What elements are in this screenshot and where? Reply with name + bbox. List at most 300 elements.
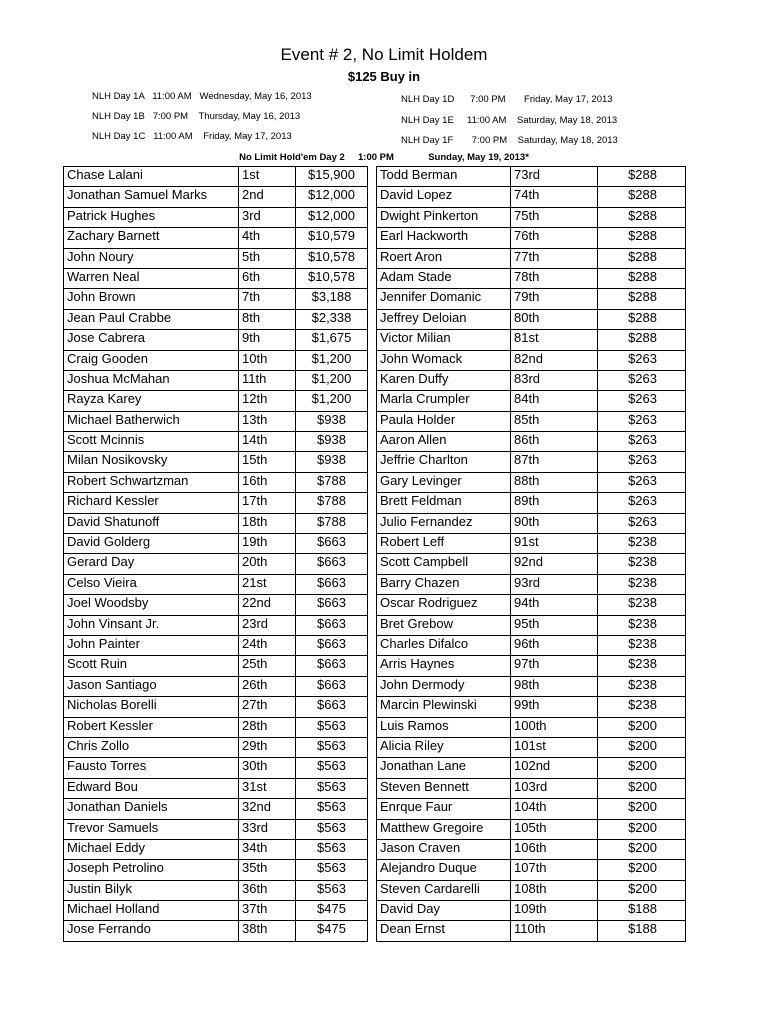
place-cell: 104th	[511, 799, 598, 819]
player-name-cell: Jonathan Samuel Marks	[64, 187, 239, 207]
player-name-cell: Jeffrie Charlton	[377, 452, 511, 472]
column-gap	[368, 595, 377, 615]
player-name-cell: Paula Holder	[377, 411, 511, 431]
prize-cell: $788	[296, 513, 368, 533]
player-name-cell: Patrick Hughes	[64, 207, 239, 227]
prize-cell: $288	[598, 228, 686, 248]
prize-cell: $663	[296, 615, 368, 635]
buyin-heading: $125 Buy in	[347, 69, 421, 84]
player-name-cell: Bret Grebow	[377, 615, 511, 635]
place-cell: 95th	[511, 615, 598, 635]
table-row	[64, 370, 686, 390]
place-cell: 1st	[239, 167, 296, 187]
player-name-cell: Alejandro Duque	[377, 860, 511, 880]
prize-cell: $563	[296, 880, 368, 900]
prize-cell: $263	[598, 493, 686, 513]
column-gap	[368, 758, 377, 778]
place-cell: 85th	[511, 411, 598, 431]
player-name-cell: Victor Milian	[377, 330, 511, 350]
place-cell: 4th	[239, 228, 296, 248]
place-cell: 98th	[511, 676, 598, 696]
prize-cell: $10,578	[296, 248, 368, 268]
prize-cell: $263	[598, 350, 686, 370]
column-gap	[368, 207, 377, 227]
player-name-cell: Barry Chazen	[377, 574, 511, 594]
column-gap	[368, 370, 377, 390]
prize-cell: $938	[296, 452, 368, 472]
player-name-cell: Steven Cardarelli	[377, 880, 511, 900]
column-gap	[368, 656, 377, 676]
place-cell: 22nd	[239, 595, 296, 615]
prize-cell: $238	[598, 676, 686, 696]
table-row	[64, 207, 686, 227]
prize-cell: $188	[598, 921, 686, 941]
column-gap	[368, 167, 377, 187]
column-gap	[368, 228, 377, 248]
place-cell: 16th	[239, 472, 296, 492]
table-row	[64, 350, 686, 370]
player-name-cell: Joel Woodsby	[64, 595, 239, 615]
table-row	[64, 860, 686, 880]
prize-cell: $238	[598, 656, 686, 676]
player-name-cell: Arris Haynes	[377, 656, 511, 676]
column-gap	[368, 534, 377, 554]
player-name-cell: Todd Berman	[377, 167, 511, 187]
player-name-cell: Jason Santiago	[64, 676, 239, 696]
prize-cell: $200	[598, 839, 686, 859]
prize-cell: $475	[296, 921, 368, 941]
player-name-cell: Jean Paul Crabbe	[64, 309, 239, 329]
player-name-cell: Aaron Allen	[377, 432, 511, 452]
column-gap	[368, 635, 377, 655]
place-cell: 86th	[511, 432, 598, 452]
player-name-cell: Dean Ernst	[377, 921, 511, 941]
place-cell: 88th	[511, 472, 598, 492]
schedule-day-1d: NLH Day 1D 7:00 PM Friday, May 17, 2013	[401, 94, 613, 105]
place-cell: 92nd	[511, 554, 598, 574]
place-cell: 107th	[511, 860, 598, 880]
place-cell: 9th	[239, 330, 296, 350]
player-name-cell: Alicia Riley	[377, 737, 511, 757]
table-row	[64, 513, 686, 533]
place-cell: 10th	[239, 350, 296, 370]
prize-cell: $263	[598, 452, 686, 472]
player-name-cell: John Painter	[64, 635, 239, 655]
player-name-cell: Robert Leff	[377, 534, 511, 554]
place-cell: 8th	[239, 309, 296, 329]
prize-cell: $288	[598, 187, 686, 207]
column-gap	[368, 839, 377, 859]
column-gap	[368, 330, 377, 350]
column-gap	[368, 615, 377, 635]
table-row	[64, 411, 686, 431]
prize-cell: $288	[598, 268, 686, 288]
prize-cell: $563	[296, 717, 368, 737]
player-name-cell: John Brown	[64, 289, 239, 309]
place-cell: 77th	[511, 248, 598, 268]
prize-cell: $938	[296, 432, 368, 452]
prize-cell: $1,200	[296, 350, 368, 370]
place-cell: 5th	[239, 248, 296, 268]
player-name-cell: Joseph Petrolino	[64, 860, 239, 880]
place-cell: 11th	[239, 370, 296, 390]
place-cell: 90th	[511, 513, 598, 533]
table-row	[64, 819, 686, 839]
place-cell: 28th	[239, 717, 296, 737]
player-name-cell: Celso Vieira	[64, 574, 239, 594]
table-row	[64, 656, 686, 676]
prize-cell: $263	[598, 370, 686, 390]
place-cell: 87th	[511, 452, 598, 472]
prize-cell: $1,675	[296, 330, 368, 350]
player-name-cell: John Noury	[64, 248, 239, 268]
place-cell: 81st	[511, 330, 598, 350]
table-row	[64, 880, 686, 900]
player-name-cell: Zachary Barnett	[64, 228, 239, 248]
place-cell: 101st	[511, 737, 598, 757]
column-gap	[368, 493, 377, 513]
player-name-cell: Scott Ruin	[64, 656, 239, 676]
place-cell: 73rd	[511, 167, 598, 187]
player-name-cell: Robert Kessler	[64, 717, 239, 737]
prize-cell: $238	[598, 534, 686, 554]
prize-cell: $238	[598, 635, 686, 655]
column-gap	[368, 391, 377, 411]
place-cell: 20th	[239, 554, 296, 574]
player-name-cell: Michael Holland	[64, 901, 239, 921]
place-cell: 6th	[239, 268, 296, 288]
column-gap	[368, 472, 377, 492]
place-cell: 109th	[511, 901, 598, 921]
player-name-cell: Enrque Faur	[377, 799, 511, 819]
player-name-cell: Karen Duffy	[377, 370, 511, 390]
player-name-cell: Brett Feldman	[377, 493, 511, 513]
prize-cell: $263	[598, 432, 686, 452]
prize-cell: $563	[296, 860, 368, 880]
place-cell: 19th	[239, 534, 296, 554]
prize-cell: $563	[296, 758, 368, 778]
player-name-cell: Fausto Torres	[64, 758, 239, 778]
prize-cell: $15,900	[296, 167, 368, 187]
place-cell: 31st	[239, 778, 296, 798]
prize-cell: $663	[296, 676, 368, 696]
column-gap	[368, 860, 377, 880]
column-gap	[368, 717, 377, 737]
prize-cell: $238	[598, 595, 686, 615]
prize-cell: $3,188	[296, 289, 368, 309]
schedule-day-1f: NLH Day 1F 7:00 PM Saturday, May 18, 2013	[401, 135, 618, 146]
column-gap	[368, 799, 377, 819]
prize-cell: $188	[598, 901, 686, 921]
table-row	[64, 391, 686, 411]
prize-cell: $263	[598, 391, 686, 411]
column-gap	[368, 350, 377, 370]
place-cell: 34th	[239, 839, 296, 859]
prize-cell: $663	[296, 656, 368, 676]
column-gap	[368, 819, 377, 839]
player-name-cell: John Vinsant Jr.	[64, 615, 239, 635]
prize-cell: $663	[296, 697, 368, 717]
schedule-day-1a: NLH Day 1A 11:00 AM Wednesday, May 16, 2013	[92, 91, 312, 102]
column-gap	[368, 737, 377, 757]
prize-cell: $938	[296, 411, 368, 431]
prize-cell: $2,338	[296, 309, 368, 329]
table-row	[64, 432, 686, 452]
table-row	[64, 635, 686, 655]
table-row	[64, 187, 686, 207]
table-row	[64, 921, 686, 941]
place-cell: 100th	[511, 717, 598, 737]
place-cell: 35th	[239, 860, 296, 880]
place-cell: 25th	[239, 656, 296, 676]
prize-cell: $563	[296, 839, 368, 859]
player-name-cell: John Womack	[377, 350, 511, 370]
prize-cell: $200	[598, 717, 686, 737]
table-row	[64, 676, 686, 696]
place-cell: 17th	[239, 493, 296, 513]
table-row	[64, 309, 686, 329]
place-cell: 2nd	[239, 187, 296, 207]
prize-cell: $200	[598, 778, 686, 798]
player-name-cell: Chris Zollo	[64, 737, 239, 757]
table-row	[64, 472, 686, 492]
column-gap	[368, 187, 377, 207]
place-cell: 14th	[239, 432, 296, 452]
prize-cell: $1,200	[296, 370, 368, 390]
player-name-cell: Julio Fernandez	[377, 513, 511, 533]
page-title: Event # 2, No Limit Holdem	[280, 45, 488, 64]
player-name-cell: Adam Stade	[377, 268, 511, 288]
table-row	[64, 737, 686, 757]
place-cell: 32nd	[239, 799, 296, 819]
table-row	[64, 778, 686, 798]
results-table	[63, 166, 686, 942]
table-row	[64, 615, 686, 635]
prize-cell: $263	[598, 472, 686, 492]
table-row	[64, 534, 686, 554]
table-row	[64, 554, 686, 574]
prize-cell: $10,578	[296, 268, 368, 288]
player-name-cell: Gerard Day	[64, 554, 239, 574]
schedule-day-1e: NLH Day 1E 11:00 AM Saturday, May 18, 2013	[401, 115, 618, 126]
column-gap	[368, 697, 377, 717]
table-row	[64, 493, 686, 513]
prize-cell: $288	[598, 289, 686, 309]
player-name-cell: David Golderg	[64, 534, 239, 554]
table-row	[64, 799, 686, 819]
column-gap	[368, 574, 377, 594]
table-row	[64, 574, 686, 594]
player-name-cell: Craig Gooden	[64, 350, 239, 370]
table-row	[64, 697, 686, 717]
player-name-cell: Matthew Gregoire	[377, 819, 511, 839]
place-cell: 82nd	[511, 350, 598, 370]
place-cell: 89th	[511, 493, 598, 513]
prize-cell: $200	[598, 737, 686, 757]
player-name-cell: Charles Difalco	[377, 635, 511, 655]
place-cell: 23rd	[239, 615, 296, 635]
player-name-cell: Steven Bennett	[377, 778, 511, 798]
column-gap	[368, 921, 377, 941]
player-name-cell: Scott Campbell	[377, 554, 511, 574]
player-name-cell: Trevor Samuels	[64, 819, 239, 839]
day2-schedule: No Limit Hold'em Day 2 1:00 PM Sunday, May 19, 2013*	[239, 152, 529, 163]
place-cell: 79th	[511, 289, 598, 309]
player-name-cell: Jose Cabrera	[64, 330, 239, 350]
prize-cell: $288	[598, 207, 686, 227]
prize-cell: $663	[296, 595, 368, 615]
place-cell: 84th	[511, 391, 598, 411]
place-cell: 33rd	[239, 819, 296, 839]
prize-cell: $288	[598, 248, 686, 268]
place-cell: 21st	[239, 574, 296, 594]
prize-cell: $263	[598, 411, 686, 431]
player-name-cell: Jason Craven	[377, 839, 511, 859]
column-gap	[368, 309, 377, 329]
player-name-cell: Jeffrey Deloian	[377, 309, 511, 329]
table-row	[64, 248, 686, 268]
place-cell: 15th	[239, 452, 296, 472]
player-name-cell: John Dermody	[377, 676, 511, 696]
prize-cell: $288	[598, 309, 686, 329]
column-gap	[368, 432, 377, 452]
player-name-cell: Marla Crumpler	[377, 391, 511, 411]
player-name-cell: Jonathan Daniels	[64, 799, 239, 819]
place-cell: 78th	[511, 268, 598, 288]
prize-cell: $200	[598, 758, 686, 778]
place-cell: 108th	[511, 880, 598, 900]
schedule-day-1b: NLH Day 1B 7:00 PM Thursday, May 16, 2013	[92, 111, 301, 122]
prize-cell: $238	[598, 615, 686, 635]
player-name-cell: David Shatunoff	[64, 513, 239, 533]
prize-cell: $663	[296, 534, 368, 554]
prize-cell: $200	[598, 880, 686, 900]
player-name-cell: Milan Nosikovsky	[64, 452, 239, 472]
player-name-cell: Nicholas Borelli	[64, 697, 239, 717]
prize-cell: $238	[598, 554, 686, 574]
place-cell: 99th	[511, 697, 598, 717]
place-cell: 24th	[239, 635, 296, 655]
place-cell: 27th	[239, 697, 296, 717]
prize-cell: $288	[598, 167, 686, 187]
column-gap	[368, 676, 377, 696]
prize-cell: $10,579	[296, 228, 368, 248]
prize-cell: $475	[296, 901, 368, 921]
prize-cell: $200	[598, 860, 686, 880]
prize-cell: $563	[296, 819, 368, 839]
place-cell: 12th	[239, 391, 296, 411]
prize-cell: $563	[296, 799, 368, 819]
player-name-cell: Marcin Plewinski	[377, 697, 511, 717]
player-name-cell: Chase Lalani	[64, 167, 239, 187]
place-cell: 80th	[511, 309, 598, 329]
player-name-cell: Scott Mcinnis	[64, 432, 239, 452]
place-cell: 13th	[239, 411, 296, 431]
place-cell: 103rd	[511, 778, 598, 798]
player-name-cell: Jonathan Lane	[377, 758, 511, 778]
player-name-cell: Oscar Rodriguez	[377, 595, 511, 615]
place-cell: 91st	[511, 534, 598, 554]
place-cell: 76th	[511, 228, 598, 248]
prize-cell: $663	[296, 574, 368, 594]
table-row	[64, 167, 686, 187]
player-name-cell: Michael Eddy	[64, 839, 239, 859]
place-cell: 110th	[511, 921, 598, 941]
player-name-cell: David Day	[377, 901, 511, 921]
place-cell: 36th	[239, 880, 296, 900]
player-name-cell: Jennifer Domanic	[377, 289, 511, 309]
place-cell: 97th	[511, 656, 598, 676]
table-row	[64, 330, 686, 350]
prize-cell: $663	[296, 635, 368, 655]
player-name-cell: Roert Aron	[377, 248, 511, 268]
table-row	[64, 758, 686, 778]
player-name-cell: Rayza Karey	[64, 391, 239, 411]
place-cell: 106th	[511, 839, 598, 859]
player-name-cell: Warren Neal	[64, 268, 239, 288]
player-name-cell: Joshua McMahan	[64, 370, 239, 390]
place-cell: 7th	[239, 289, 296, 309]
column-gap	[368, 452, 377, 472]
place-cell: 30th	[239, 758, 296, 778]
place-cell: 105th	[511, 819, 598, 839]
table-row	[64, 228, 686, 248]
player-name-cell: Luis Ramos	[377, 717, 511, 737]
place-cell: 94th	[511, 595, 598, 615]
table-row	[64, 901, 686, 921]
table-row	[64, 268, 686, 288]
place-cell: 74th	[511, 187, 598, 207]
prize-cell: $238	[598, 574, 686, 594]
table-row	[64, 595, 686, 615]
player-name-cell: Gary Levinger	[377, 472, 511, 492]
column-gap	[368, 554, 377, 574]
prize-cell: $1,200	[296, 391, 368, 411]
player-name-cell: Dwight Pinkerton	[377, 207, 511, 227]
place-cell: 26th	[239, 676, 296, 696]
place-cell: 93rd	[511, 574, 598, 594]
prize-cell: $200	[598, 799, 686, 819]
table-row	[64, 717, 686, 737]
place-cell: 3rd	[239, 207, 296, 227]
prize-cell: $238	[598, 697, 686, 717]
prize-cell: $788	[296, 493, 368, 513]
column-gap	[368, 289, 377, 309]
player-name-cell: Edward Bou	[64, 778, 239, 798]
results-body	[64, 167, 686, 942]
prize-cell: $563	[296, 778, 368, 798]
table-row	[64, 452, 686, 472]
place-cell: 18th	[239, 513, 296, 533]
column-gap	[368, 778, 377, 798]
prize-cell: $663	[296, 554, 368, 574]
player-name-cell: Richard Kessler	[64, 493, 239, 513]
player-name-cell: David Lopez	[377, 187, 511, 207]
column-gap	[368, 248, 377, 268]
place-cell: 83rd	[511, 370, 598, 390]
column-gap	[368, 901, 377, 921]
prize-cell: $563	[296, 737, 368, 757]
schedule-day-1c: NLH Day 1C 11:00 AM Friday, May 17, 2013	[92, 131, 292, 142]
prize-cell: $788	[296, 472, 368, 492]
prize-cell: $200	[598, 819, 686, 839]
column-gap	[368, 268, 377, 288]
player-name-cell: Jose Ferrando	[64, 921, 239, 941]
table-row	[64, 289, 686, 309]
player-name-cell: Robert Schwartzman	[64, 472, 239, 492]
column-gap	[368, 880, 377, 900]
prize-cell: $12,000	[296, 187, 368, 207]
